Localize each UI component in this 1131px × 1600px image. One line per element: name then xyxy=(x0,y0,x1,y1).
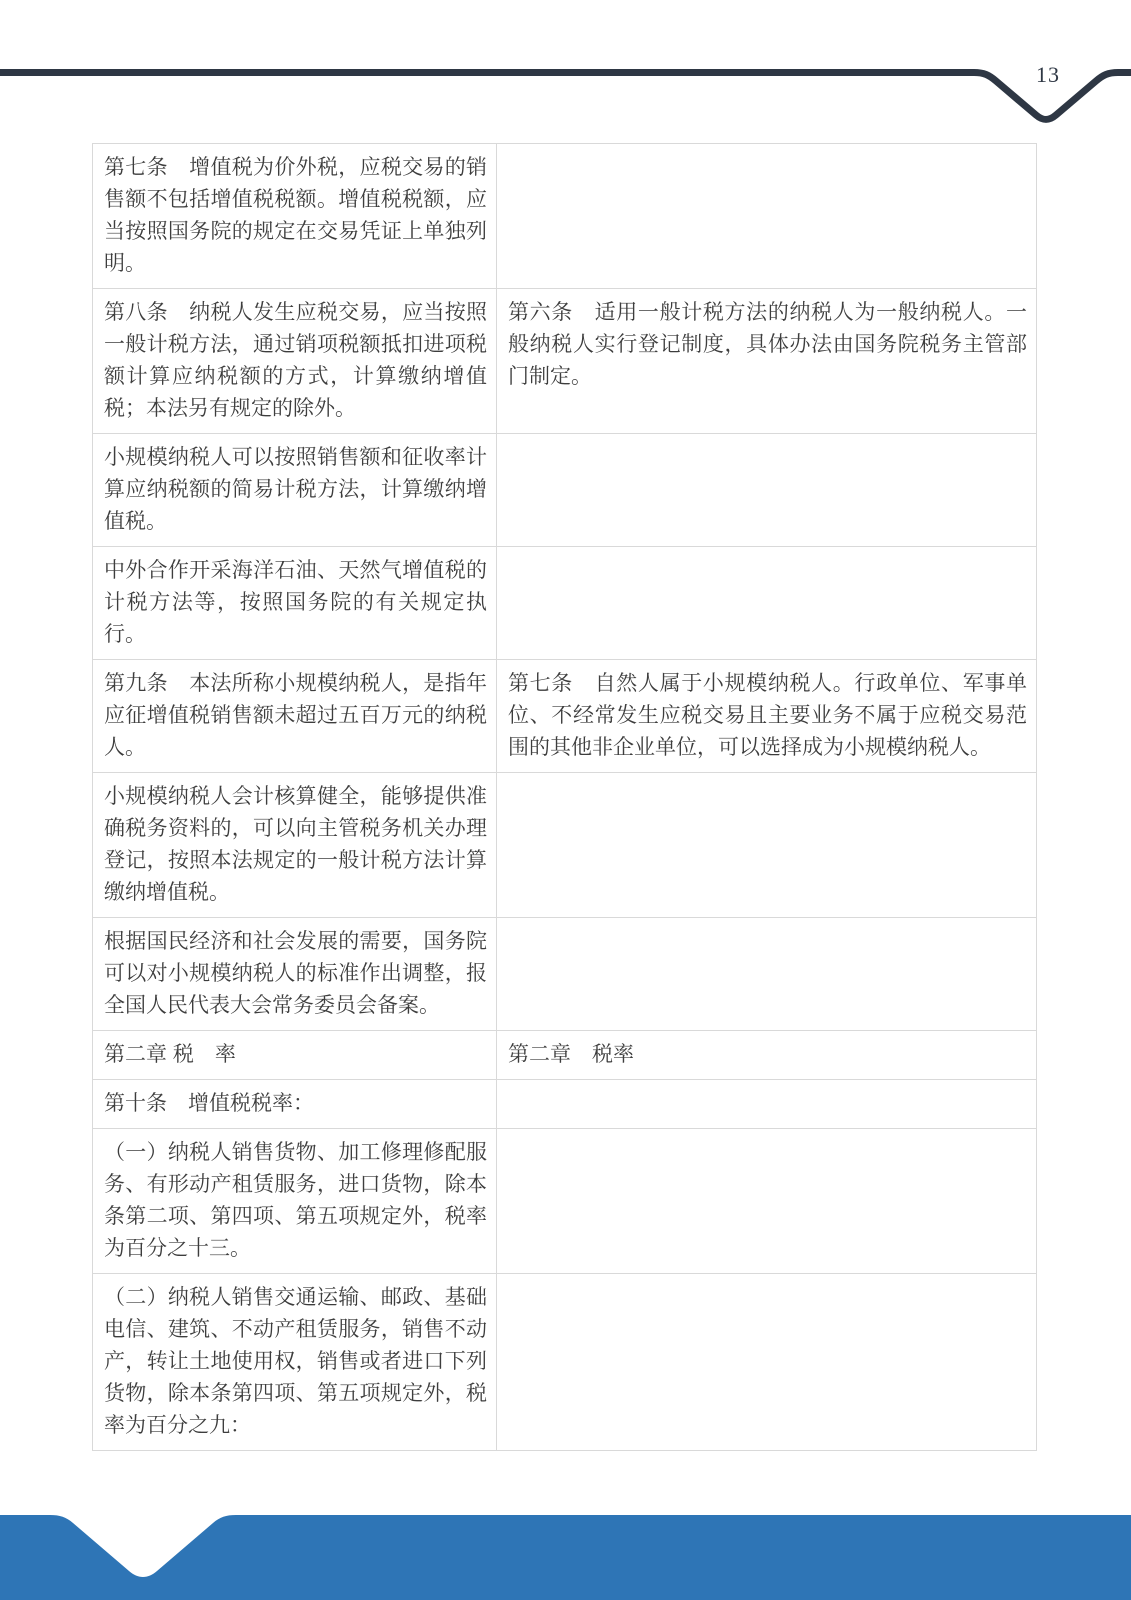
table-cell-left: 小规模纳税人可以按照销售额和征收率计算应纳税额的简易计税方法，计算缴纳增值税。 xyxy=(93,434,497,546)
table-cell-left: 第十条 增值税税率： xyxy=(93,1080,497,1128)
table-cell-right: 第二章 税率 xyxy=(508,1043,634,1066)
table-cell-right xyxy=(497,144,1036,288)
table-row xyxy=(93,1274,1036,1451)
table-row xyxy=(93,660,1036,773)
table-row xyxy=(93,434,1036,547)
table-cell-left: （二）纳税人销售交通运输、邮政、基础电信、建筑、不动产租赁服务，销售不动产，转让土地使用权，销售或者进口下列货物，除本条第四项、第五项规定外，税率为百分之九： xyxy=(93,1274,497,1450)
table-cell-right xyxy=(497,1274,1036,1450)
table-cell-left: 小规模纳税人会计核算健全，能够提供准确税务资料的，可以向主管税务机关办理登记，按照本法规定的一般计税方法计算缴纳增值税。 xyxy=(93,773,497,917)
table-cell-left: （一）纳税人销售货物、加工修理修配服务、有形动产租赁服务，进口货物，除本条第二项、第四项、第五项规定外，税率为百分之十三。 xyxy=(93,1129,497,1273)
table-row xyxy=(93,289,1036,434)
table-cell-left: 根据国民经济和社会发展的需要，国务院可以对小规模纳税人的标准作出调整，报全国人民代表大会常务委员会备案。 xyxy=(93,918,497,1030)
table-cell-left: 中外合作开采海洋石油、天然气增值税的计税方法等，按照国务院的有关规定执行。 xyxy=(93,547,497,659)
table-row xyxy=(93,547,1036,660)
table-row-chapter-heading xyxy=(93,1031,1036,1080)
table-cell-left: 第七条 增值税为价外税，应税交易的销售额不包括增值税税额。增值税税额，应当按照国务院的规定在交易凭证上单独列明。 xyxy=(93,144,497,288)
comparison-table xyxy=(92,143,1037,1451)
table-cell-left: 第九条 本法所称小规模纳税人，是指年应征增值税销售额未超过五百万元的纳税人。 xyxy=(93,660,497,772)
table-row xyxy=(93,1080,1036,1129)
table-row xyxy=(93,144,1036,289)
footer-band xyxy=(0,1515,1131,1600)
header-decoration-line xyxy=(0,0,1131,140)
table-cell-right xyxy=(497,1080,1036,1128)
table-cell-right: 第七条 自然人属于小规模纳税人。行政单位、军事单位、不经常发生应税交易且主要业务不属于应税交易范围的其他非企业单位，可以选择成为小规模纳税人。 xyxy=(508,672,1027,759)
table-row xyxy=(93,1129,1036,1274)
table-cell-right xyxy=(497,773,1036,917)
table-cell-right: 第六条 适用一般计税方法的纳税人为一般纳税人。一般纳税人实行登记制度，具体办法由国务院税务主管部门制定。 xyxy=(508,301,1027,388)
table-row xyxy=(93,918,1036,1031)
table-cell-left: 第八条 纳税人发生应税交易，应当按照一般计税方法，通过销项税额抵扣进项税额计算应纳税额的方式，计算缴纳增值税；本法另有规定的除外。 xyxy=(93,289,497,433)
table-cell-right xyxy=(497,434,1036,546)
table-cell-right xyxy=(497,918,1036,1030)
table-cell-right xyxy=(497,547,1036,659)
table-row xyxy=(93,773,1036,918)
table-cell-left: 第二章 税 率 xyxy=(93,1031,497,1079)
table-cell-right xyxy=(497,1129,1036,1273)
page-number: 13 xyxy=(1036,62,1060,87)
